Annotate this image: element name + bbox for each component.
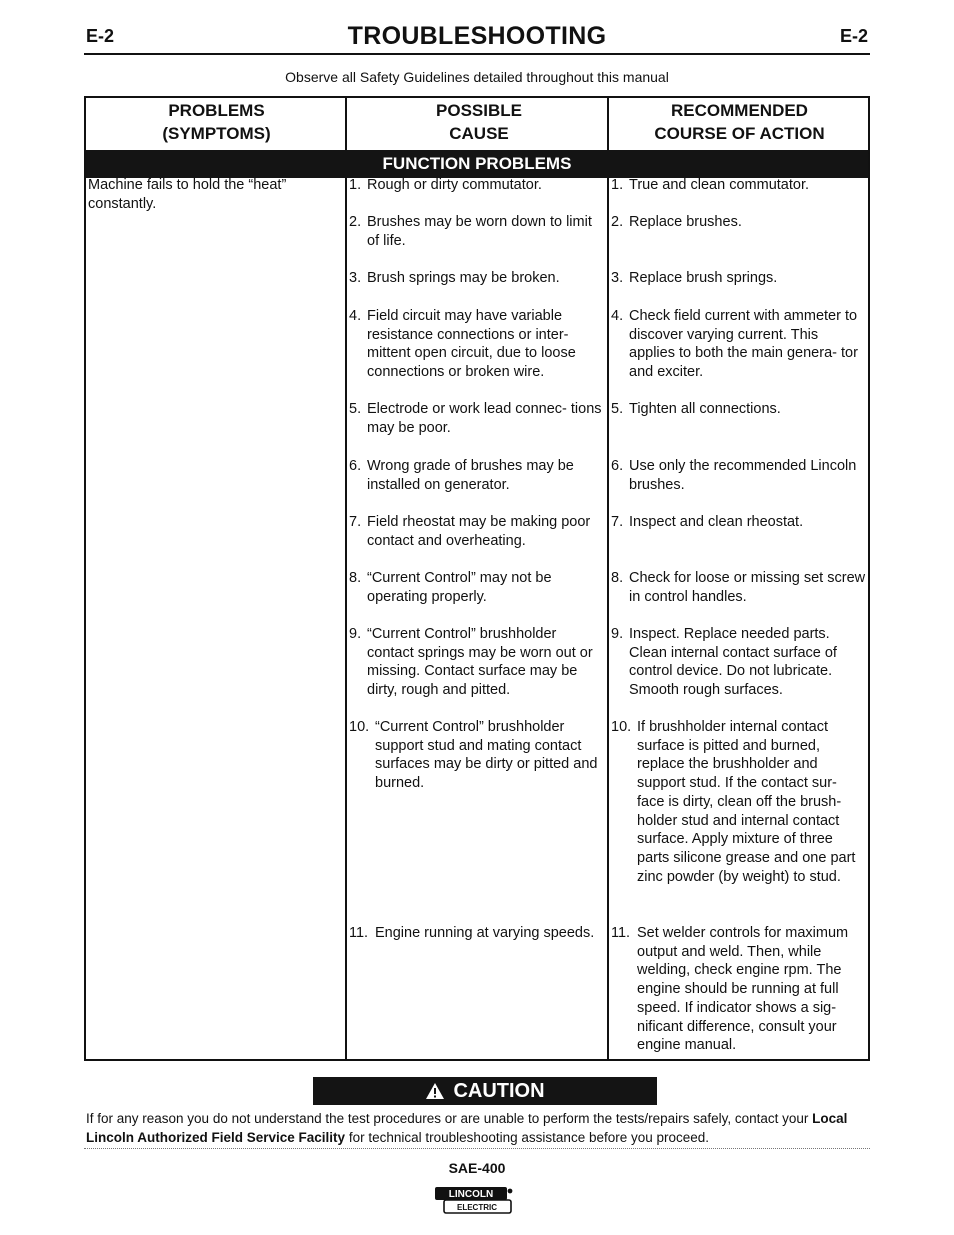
caution-label: CAUTION xyxy=(453,1080,545,1102)
header-line: RECOMMENDED xyxy=(671,101,808,120)
cause-item xyxy=(349,718,605,793)
cause-item xyxy=(349,213,605,250)
item-number: 2. xyxy=(611,214,624,230)
item-number: 2. xyxy=(349,214,362,230)
action-item xyxy=(611,176,866,195)
cause-item xyxy=(349,625,605,700)
item-number: 6. xyxy=(611,458,624,474)
action-item xyxy=(611,457,866,494)
action-item xyxy=(611,269,866,288)
page-number-right: E-2 xyxy=(839,26,868,46)
warning-icon xyxy=(425,1080,445,1108)
column-divider xyxy=(607,98,609,1059)
item-text: Inspect and clean rheostat. xyxy=(629,514,804,530)
cause-item xyxy=(349,924,605,943)
column-header-cause xyxy=(349,98,609,150)
item-number: 3. xyxy=(611,270,624,286)
action-item xyxy=(611,718,866,886)
item-number: 5. xyxy=(611,401,624,417)
item-number: 11. xyxy=(611,925,631,941)
item-text: Tighten all connections. xyxy=(629,401,781,417)
item-number: 7. xyxy=(349,514,362,530)
action-item xyxy=(611,513,866,532)
item-text: Inspect. Replace needed parts. Clean internal contact surface of control device. Do not lubricate. Smooth rough surfaces. xyxy=(629,626,837,699)
item-number: 3. xyxy=(349,270,362,286)
column-divider xyxy=(345,98,347,1059)
item-number: 1. xyxy=(349,177,362,193)
item-number: 5. xyxy=(349,401,362,417)
item-text: Set welder controls for maximum output and weld. Then, while welding, check engine rpm. The engine should be running at full speed. If indicator shows a sig- nificant difference, consult your engine manual. xyxy=(637,925,849,1054)
item-text: If brushholder internal contact surface is pitted and burned, replace the brushholder and support stud. If the contact sur- face is dirty, clean off the brush- holder stud and internal contact surface. Apply mixture of three parts silicone grease and one part zinc powder (by weight) to stud. xyxy=(637,719,856,885)
item-number: 9. xyxy=(611,626,624,642)
page-number-left: E-2 xyxy=(86,26,115,46)
logo-text: LINCOLN xyxy=(448,1189,494,1200)
item-number: 11. xyxy=(349,925,369,941)
item-text: Field rheostat may be making poor contact and overheating. xyxy=(367,514,591,549)
lincoln-electric-logo xyxy=(434,1186,514,1216)
item-number: 6. xyxy=(349,458,362,474)
action-item xyxy=(611,569,866,606)
caution-banner xyxy=(313,1077,657,1105)
item-text: Brush springs may be broken. xyxy=(367,270,560,286)
header-line: POSSIBLE xyxy=(436,101,522,120)
item-number: 4. xyxy=(349,308,362,324)
item-text: Engine running at varying speeds. xyxy=(375,925,595,941)
item-number: 9. xyxy=(349,626,362,642)
cause-item xyxy=(349,569,605,606)
caution-text-bold: Local Lincoln Authorized Field Service Facility xyxy=(86,1111,848,1145)
item-text: Replace brush springs. xyxy=(629,270,778,286)
item-number: 4. xyxy=(611,308,624,324)
item-text: “Current Control” brushholder support stud and mating contact surfaces may be dirty or pitted and burned. xyxy=(375,719,598,792)
cause-item xyxy=(349,176,605,195)
action-item xyxy=(611,213,866,232)
item-text: Use only the recommended Lincoln brushes. xyxy=(629,458,857,493)
logo-text: ELECTRIC xyxy=(457,1203,497,1212)
item-number: 10. xyxy=(611,719,632,735)
caution-text-part: for technical troubleshooting assistance before you proceed. xyxy=(345,1130,710,1145)
item-number: 10. xyxy=(349,719,370,735)
cause-item xyxy=(349,269,605,288)
column-header-action xyxy=(611,98,868,150)
item-text: Check field current with ammeter to discover varying current. This applies to both the main genera- tor and exciter. xyxy=(629,308,858,381)
item-text: Electrode or work lead connec- tions may be poor. xyxy=(367,401,602,436)
column-header-problems xyxy=(86,98,347,150)
action-item xyxy=(611,400,866,419)
item-number: 8. xyxy=(349,570,362,586)
troubleshooting-table xyxy=(84,96,870,1061)
item-text: Wrong grade of brushes may be installed on generator. xyxy=(367,458,574,493)
item-text: “Current Control” may not be operating properly. xyxy=(367,570,552,605)
safety-note: Observe all Safety Guidelines detailed throughout this manual xyxy=(285,69,669,85)
caution-text xyxy=(86,1109,872,1147)
item-number: 1. xyxy=(611,177,624,193)
header-line: (SYMPTOMS) xyxy=(162,124,271,143)
footer-rule xyxy=(84,1148,870,1149)
item-text: True and clean commutator. xyxy=(629,177,809,193)
item-text: Replace brushes. xyxy=(629,214,742,230)
header-line: COURSE OF ACTION xyxy=(654,124,825,143)
symptom-text: Machine fails to hold the “heat” constantly. xyxy=(88,177,287,212)
item-number: 7. xyxy=(611,514,624,530)
action-item xyxy=(611,307,866,382)
cause-item xyxy=(349,513,605,550)
page-title: TROUBLESHOOTING xyxy=(347,22,607,50)
action-item xyxy=(611,625,866,700)
header-line: PROBLEMS xyxy=(168,101,265,120)
item-text: Check for loose or missing set screw in control handles. xyxy=(629,570,866,605)
section-header: FUNCTION PROBLEMS xyxy=(86,150,868,178)
cause-item xyxy=(349,400,605,437)
caution-text-part: If for any reason you do not understand the test procedures or are unable to perform the tests/repairs safely, contact your xyxy=(86,1111,813,1126)
header-rule xyxy=(84,53,870,55)
cause-item xyxy=(349,457,605,494)
action-item xyxy=(611,924,866,1055)
item-text: Brushes may be worn down to limit of life. xyxy=(367,214,592,249)
item-number: 8. xyxy=(611,570,624,586)
model-number: SAE-400 xyxy=(448,1160,506,1176)
header-line: CAUSE xyxy=(449,124,509,143)
cause-item xyxy=(349,307,605,382)
item-text: “Current Control” brushholder contact springs may be worn out or missing. Contact surface may be dirty, rough and pitted. xyxy=(367,626,593,699)
item-text: Field circuit may have variable resistance connections or inter- mittent open circuit, due to loose connections or broken wire. xyxy=(367,308,576,381)
item-text: Rough or dirty commutator. xyxy=(367,177,542,193)
